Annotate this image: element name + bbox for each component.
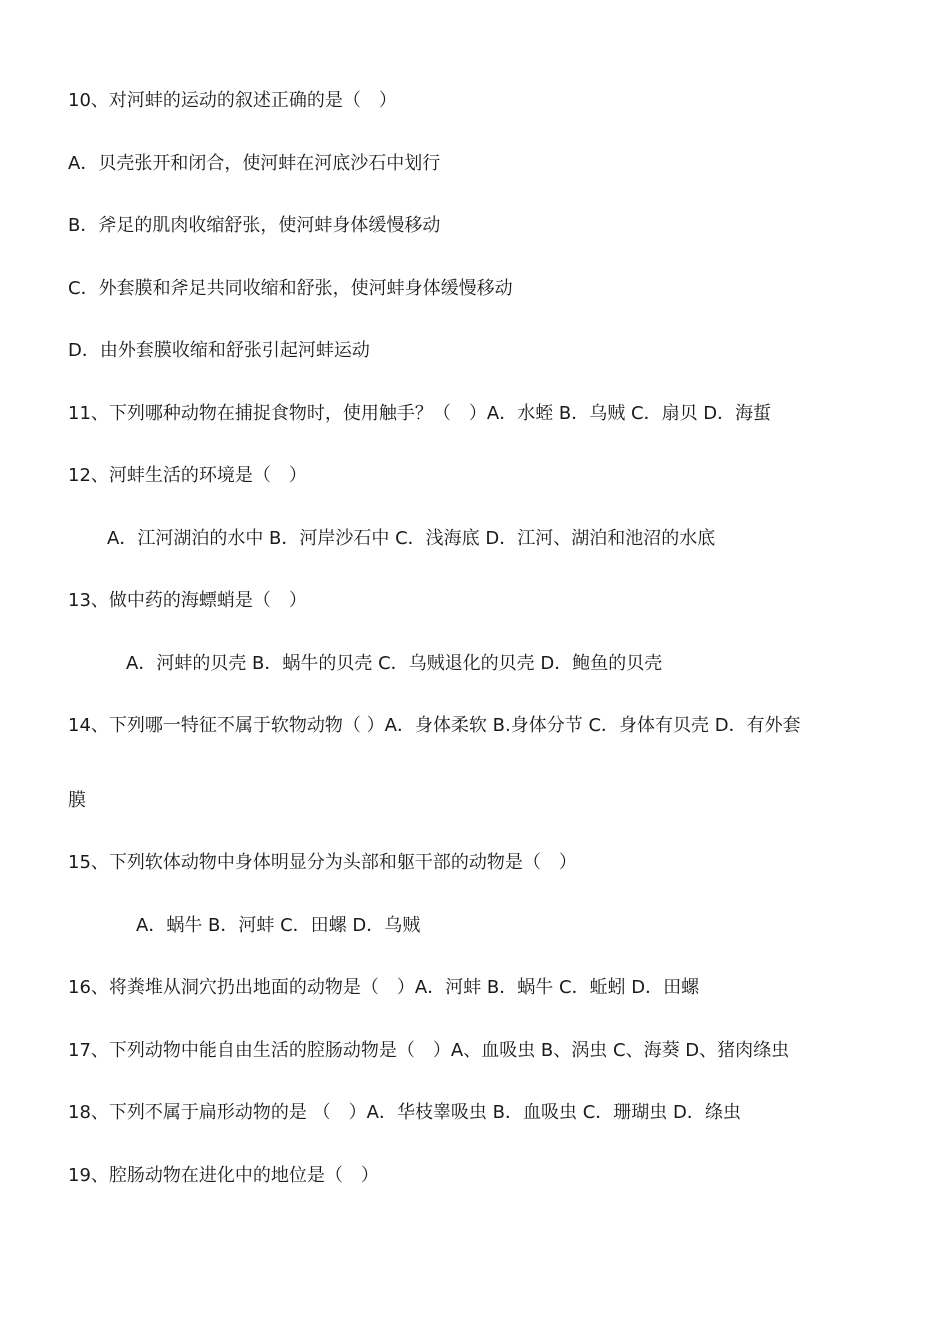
question-10: 10、对河蚌的运动的叙述正确的是（ ） <box>68 90 397 111</box>
question-10-option-d: D．由外套膜收缩和舒张引起河蚌运动 <box>68 340 370 361</box>
question-10-option-b: B．斧足的肌肉收缩舒张，使河蚌身体缓慢移动 <box>68 215 441 236</box>
question-14: 14、下列哪一特征不属于软物动物（ ）A．身体柔软 B.身体分节 C．身体有贝壳 D．有外套 <box>68 715 801 736</box>
question-12: 12、河蚌生活的环境是（ ） <box>68 465 307 486</box>
question-15-options: A．蜗牛 B．河蚌 C．田螺 D．乌贼 <box>136 915 421 936</box>
question-15: 15、下列软体动物中身体明显分为头部和躯干部的动物是（ ） <box>68 852 577 873</box>
question-17: 17、下列动物中能自由生活的腔肠动物是（ ）A、血吸虫 B、涡虫 C、海葵 D、猪肉绦虫 <box>68 1040 790 1061</box>
question-14-continuation: 膜 <box>68 790 86 811</box>
question-19: 19、腔肠动物在进化中的地位是（ ） <box>68 1165 379 1186</box>
question-10-option-c: C．外套膜和斧足共同收缩和舒张，使河蚌身体缓慢移动 <box>68 278 513 299</box>
question-13-options: A．河蚌的贝壳 B．蜗牛的贝壳 C．乌贼退化的贝壳 D．鲍鱼的贝壳 <box>126 653 663 674</box>
question-13: 13、做中药的海螵蛸是（ ） <box>68 590 307 611</box>
question-18: 18、下列不属于扁形动物的是 （ ）A．华枝睾吸虫 B．血吸虫 C．珊瑚虫 D．绦虫 <box>68 1102 741 1123</box>
question-11: 11、下列哪种动物在捕捉食物时，使用触手？（ ）A．水蛭 B．乌贼 C．扇贝 D．海蜇 <box>68 403 772 424</box>
question-12-options: A．江河湖泊的水中 B．河岸沙石中 C．浅海底 D．江河、湖泊和池沼的水底 <box>107 528 716 549</box>
question-10-option-a: A．贝壳张开和闭合，使河蚌在河底沙石中划行 <box>68 153 441 174</box>
question-16: 16、将粪堆从洞穴扔出地面的动物是（ ）A．河蚌 B．蜗牛 C．蚯蚓 D．田螺 <box>68 977 700 998</box>
